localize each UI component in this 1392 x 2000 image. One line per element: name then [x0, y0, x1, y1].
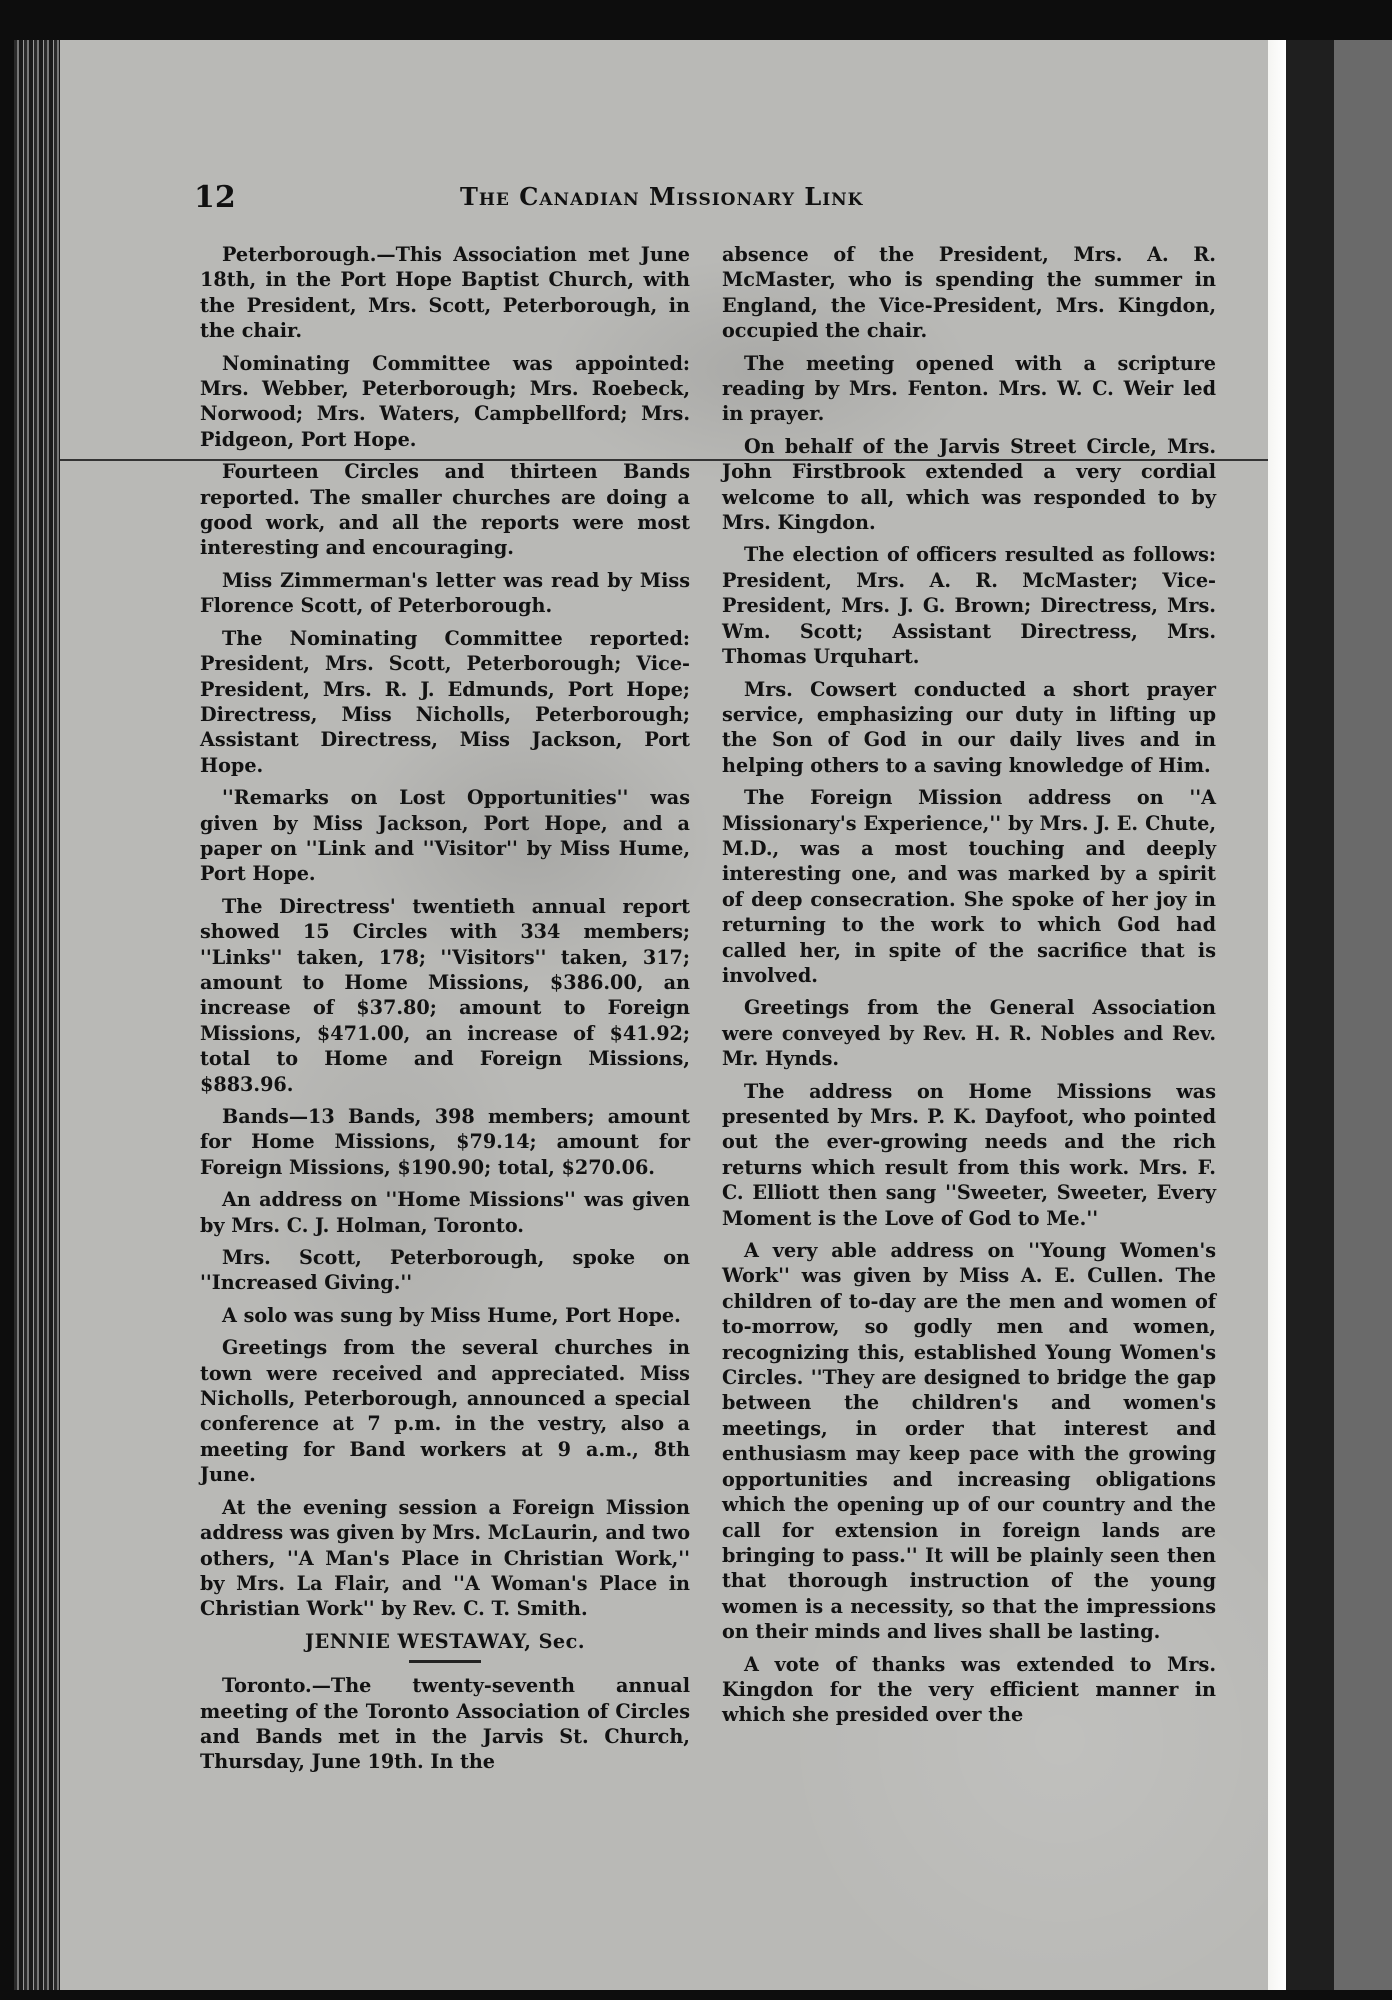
scan-border — [1334, 40, 1392, 1990]
paragraph: A vote of thanks was extended to Mrs. Kingdon for the very efficient manner in which she presided over the — [722, 1652, 1216, 1727]
paragraph: A solo was sung by Miss Hume, Port Hope. — [222, 1303, 681, 1327]
journal-title: The Canadian Missionary Link — [460, 182, 864, 211]
paragraph: The meeting opened with a scripture reading by Mrs. Fenton. Mrs. W. C. Weir led in prayer. — [722, 351, 1216, 426]
paragraph: A very able address on ''Young Women's Work'' was given by Miss A. E. Cullen. The children of to-day are the men and women of to-morrow, so godly men and women, recognizing this, established Young Women's Circles. ''They are designed to bridge the gap between the children's and women's meetings, in order that interest and enthusiasm may keep pace with the growing opportunities and increasing obligations which the opening up of our country and the call for extension in foreign lands are bringing to pass.'' It will be plainly seen then that thorough instruction of the young women is a necessity, so that the impressions on their minds and lives shall be lasting. — [722, 1239, 1216, 1644]
section-divider — [409, 1660, 481, 1663]
paragraph: Toronto.—The twenty-seventh annual meeting of the Toronto Association of Circles and Bands met in the Jarvis St. Church, Thursday, June 19th. In the — [200, 1674, 690, 1774]
paragraph: On behalf of the Jarvis Street Circle, Mrs. John Firstbrook extended a very cordial welcome to all, which was responded to by Mrs. Kingdon. — [722, 434, 1216, 535]
paragraph: The election of officers resulted as follows: President, Mrs. A. R. McMaster; Vice-President, Mrs. J. G. Brown; Directress, Mrs. Wm. Scott; Assistant Directress, Mrs. Thomas Urquhart. — [722, 543, 1216, 669]
right-column — [722, 242, 1216, 1735]
secretary-signature: JENNIE WESTAWAY, Sec. — [304, 1629, 585, 1653]
paragraph: Mrs. Cowsert conducted a short prayer service, emphasizing our duty in lifting up the Son of God in our daily lives and in helping others to a saving knowledge of Him. — [722, 677, 1216, 777]
paragraph: An address on ''Home Missions'' was given by Mrs. C. J. Holman, Toronto. — [200, 1188, 690, 1237]
paragraph: The Foreign Mission address on ''A Missionary's Experience,'' by Mrs. J. E. Chute, M.D., was a most touching and deeply interesting one, and was marked by a spirit of deep consecration. She spoke of her joy in returning to the work to which God had called her, in spite of the sacrifice that is involved. — [722, 786, 1216, 987]
book-binding — [14, 40, 64, 1990]
paragraph: Bands—13 Bands, 398 members; amount for Home Missions, $79.14; amount for Foreign Missions, $190.90; total, $270.06. — [200, 1105, 690, 1179]
paragraph: Greetings from the several churches in town were received and appreciated. Miss Nicholls, Peterborough, announced a special conference at 7 p.m. in the vestry, also a meeting for Band workers at 9 a.m., 8th June. — [200, 1336, 690, 1487]
continued-paragraph: absence of the President, Mrs. A. R. McMaster, who is spending the summer in England, the Vice-President, Mrs. Kingdon, occupied the chair. — [722, 243, 1216, 343]
paragraph: Miss Zimmerman's letter was read by Miss Florence Scott, of Peterborough. — [200, 568, 690, 618]
paragraph: ''Remarks on Lost Opportunities'' was given by Miss Jackson, Port Hope, and a paper on ''Link and ''Visitor'' by Miss Hume, Port Hope. — [200, 786, 690, 886]
paragraph: The Nominating Committee reported: President, Mrs. Scott, Peterborough; Vice-President, Mrs. R. J. Edmunds, Port Hope; Directress, Miss Nicholls, Peterborough; Assistant Directress, Miss Jackson, Port Hope. — [200, 626, 690, 777]
page-edge — [1268, 40, 1286, 1990]
paragraph: The address on Home Missions was presented by Mrs. P. K. Dayfoot, who pointed out the ever-growing needs and the rich returns which result from this work. Mrs. F. C. Elliott then sang ''Sweeter, Sweeter, Every Moment is the Love of God to Me.'' — [722, 1079, 1216, 1230]
paragraph: Peterborough.—This Association met June 18th, in the Port Hope Baptist Church, with the President, Mrs. Scott, Peterborough, in the chair. — [200, 243, 690, 343]
paragraph: At the evening session a Foreign Mission address was given by Mrs. McLaurin, and two others, ''A Man's Place in Christian Work,'' by Mrs. La Flair, and ''A Woman's Place in Christian Work'' by Rev. C. T. Smith. — [200, 1495, 690, 1621]
paragraph: Nominating Committee was appointed: Mrs. Webber, Peterborough; Mrs. Roebeck, Norwood; Mrs. Waters, Campbellford; Mrs. Pidgeon, Port Hope. — [200, 351, 690, 451]
running-head — [140, 180, 1240, 216]
paragraph: The Directress' twentieth annual report showed 15 Circles with 334 members; ''Links'' taken, 178; ''Visitors'' taken, 317; amount to Home Missions, $386.00, an increase of $37.80; amount to Foreign Missions, $471.00, an increase of $41.92; total to Home and Foreign Missions, $883.96. — [200, 894, 690, 1096]
page-number: 12 — [194, 180, 236, 215]
paragraph: Mrs. Scott, Peterborough, spoke on ''Increased Giving.'' — [200, 1246, 690, 1295]
facing-page-gutter — [1286, 40, 1334, 1990]
paragraph: Greetings from the General Association were conveyed by Rev. H. R. Nobles and Rev. Mr. Hynds. — [722, 996, 1216, 1071]
left-column — [200, 242, 690, 1782]
paragraph: Fourteen Circles and thirteen Bands reported. The smaller churches are doing a good work, and all the reports were most interesting and encouraging. — [200, 460, 690, 560]
